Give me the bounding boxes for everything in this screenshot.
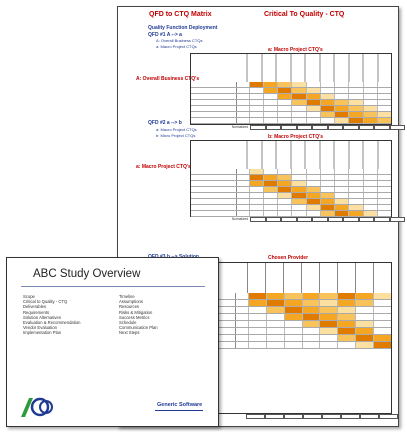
section1-header [247, 54, 392, 82]
section1-item-2: a: Macro Project CTQs [156, 44, 197, 49]
section1-item-1: A: Overall Business CTQs [156, 38, 203, 43]
brand-name: Generic Software [157, 402, 203, 408]
company-logo-icon [19, 395, 55, 419]
section1-sub: QFD #1 A --> a [148, 32, 182, 38]
section1-normalized: Normalized [190, 125, 405, 130]
bullet-left-4: Requirements [23, 309, 50, 315]
section3-matrix [218, 262, 392, 414]
section3-rows [219, 293, 391, 349]
slide-title: ABC Study Overview [33, 268, 141, 280]
section1-title: Quality Function Deployment [148, 25, 218, 31]
section1-left-label: A: Overall Business CTQ's [136, 76, 200, 82]
bullet-right-8: Next Steps [119, 330, 140, 336]
section2-item-2: b: Micro Project CTQs [156, 133, 196, 138]
bullet-left-1: Scope [23, 294, 35, 299]
bullet-right-5: Success Metrics [119, 314, 150, 320]
slide-title-rule [21, 286, 205, 287]
section2-sub: QFD #2 a --> b [148, 120, 182, 126]
section1-matrix [190, 53, 392, 125]
bullet-right-4: Risks & Mitigation [119, 309, 153, 315]
section2-grid-title: b: Macro Project CTQ's [268, 134, 324, 140]
section2-rows [191, 169, 391, 217]
bullet-left-3: Deliverables [23, 304, 47, 310]
slide-right-bullets [119, 294, 209, 336]
section2-left-label: a: Macro Project CTQ's [136, 164, 191, 170]
bullet-left-6: Evaluation & Recommendation [23, 320, 81, 326]
section2-normalized: Normalized [190, 217, 405, 222]
bullet-right-6: Schedule [119, 320, 137, 326]
brand-underline [155, 410, 203, 411]
section2-item-1: a: Macro Project CTQs [156, 127, 197, 132]
section2-header [247, 141, 392, 169]
bullet-right-7: Communication Plan [119, 325, 158, 331]
section3-grid-title: Chosen Provider [268, 255, 309, 261]
bullet-right-3: Resources [119, 304, 140, 310]
bullet-right-2: Assumptions [119, 299, 143, 305]
bullet-left-5: Solution Alternatives [23, 314, 61, 320]
bullet-right-1: Timeline [119, 294, 135, 299]
bullet-left-2: Critical to Quality - CTQ [23, 299, 68, 305]
slide-left-bullets [23, 294, 111, 336]
study-overview-slide [6, 257, 219, 427]
section1-rows [191, 82, 391, 124]
section2-matrix [190, 140, 392, 217]
sheet-title-right: Critical To Quality - CTQ [264, 11, 345, 18]
section1-grid-title: a: Macro Project CTQ's [268, 47, 323, 53]
bullet-left-8: Implementation Plan [23, 330, 62, 336]
section3-header [247, 263, 391, 293]
sheet-title-left: QFD to CTQ Matrix [149, 11, 212, 18]
bullet-left-7: Vendor Evaluation [23, 325, 57, 331]
section3-normalized [218, 414, 398, 419]
